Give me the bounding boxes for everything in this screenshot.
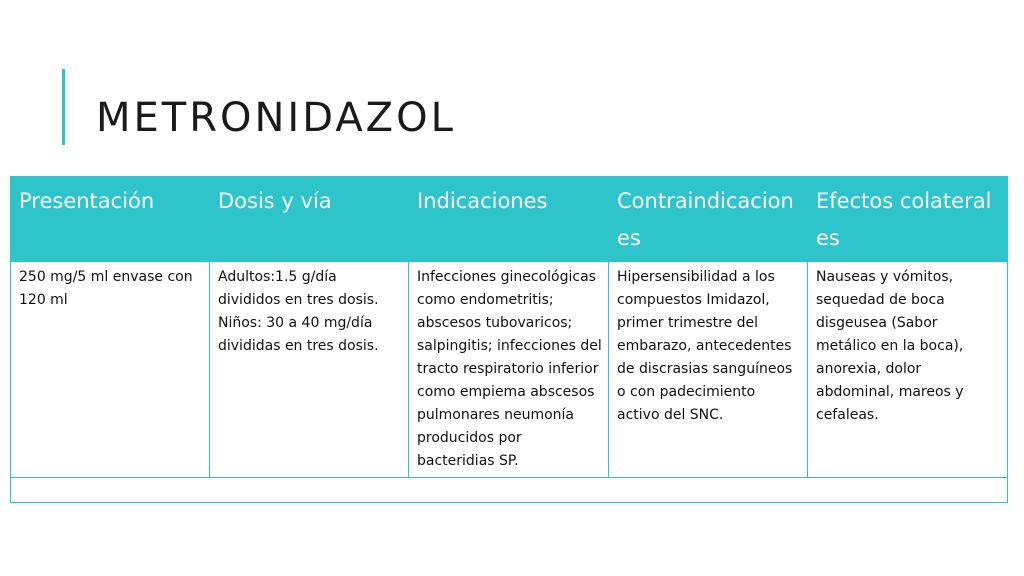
cell-indicaciones: Infecciones ginecológicas como endometritis; abscesos tubovaricos; salpingitis; infecciones del tracto respiratorio inferior como empiema abscesos pulmonares neumonía producidos por bacteridias SP. — [409, 262, 609, 478]
title-accent-bar — [62, 69, 65, 145]
header-indicaciones: Indicaciones — [409, 177, 609, 262]
header-efectos-colaterales: Efectos colaterales — [808, 177, 1008, 262]
cell-dosis-via: Adultos:1.5 g/día divididos en tres dosis. Niños: 30 a 40 mg/día divididas en tres dosis. — [210, 262, 409, 478]
header-contraindicaciones: Contraindicaciones — [609, 177, 808, 262]
empty-table-row — [11, 478, 1008, 503]
cell-presentacion: 250 mg/5 ml envase con 120 ml — [11, 262, 210, 478]
header-dosis-via: Dosis y vía — [210, 177, 409, 262]
drug-info-table — [10, 176, 1008, 503]
table-row — [11, 262, 1008, 478]
table-header-row — [11, 177, 1008, 262]
cell-contraindicaciones: Hipersensibilidad a los compuestos Imidazol, primer trimestre del embarazo, antecedentes de discrasias sanguíneos o con padecimiento activo del SNC. — [609, 262, 808, 478]
cell-efectos-colaterales: Nauseas y vómitos, sequedad de boca disgeusea (Sabor metálico en la boca), anorexia, dolor abdominal, mareos y cefaleas. — [808, 262, 1008, 478]
empty-cell — [11, 478, 1008, 503]
header-presentacion: Presentación — [11, 177, 210, 262]
slide-title: METRONIDAZOL — [96, 95, 456, 141]
